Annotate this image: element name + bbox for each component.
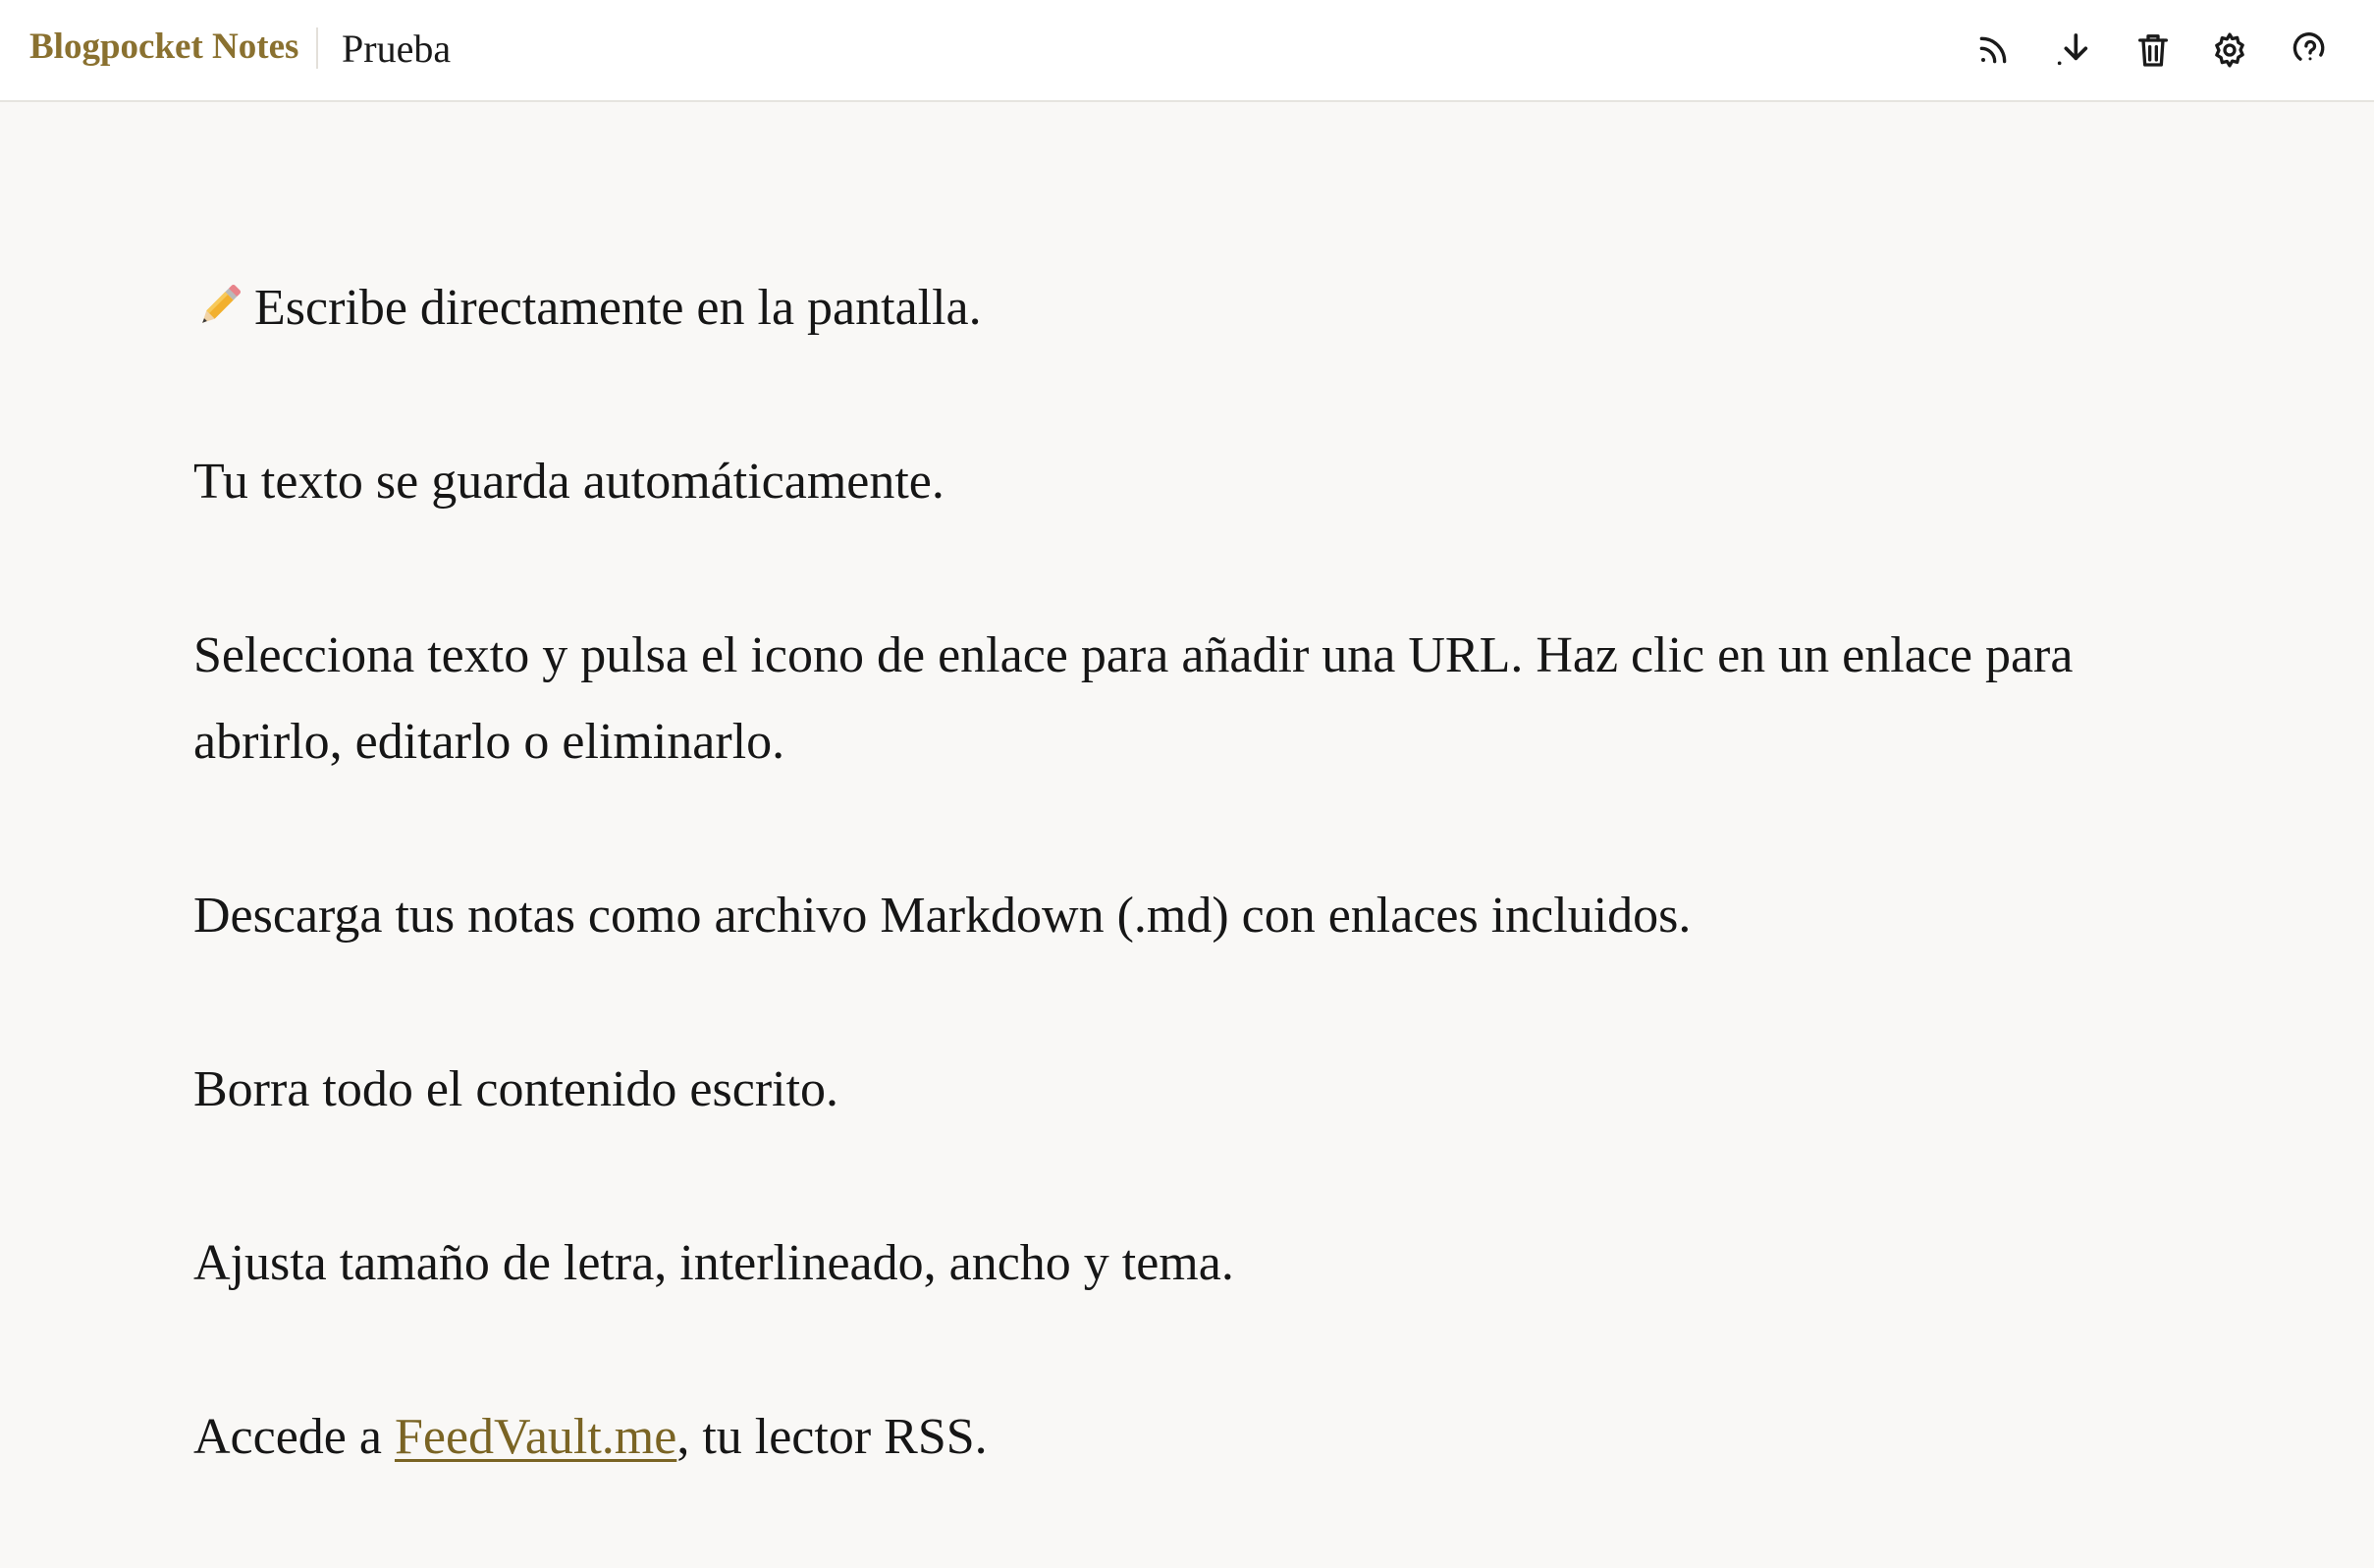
editor-line-links: Selecciona texto y pulsa el icono de enlace para añadir una URL. Haz clic en un enlace para abrirlo, editarlo o eliminarlo.: [193, 627, 2074, 770]
settings-button[interactable]: [2203, 24, 2256, 77]
help-icon: [2291, 30, 2330, 70]
header-divider: [316, 27, 318, 69]
app-brand[interactable]: Blogpocket Notes: [29, 27, 299, 67]
rss-line-suffix: , tu lector RSS.: [676, 1409, 988, 1465]
editor-line-download: Descarga tus notas como archivo Markdown (.md) con enlaces incluidos.: [193, 888, 1692, 944]
editor-line-write: Escribe directamente en la pantalla.: [254, 280, 982, 336]
download-icon: [2053, 30, 2092, 70]
top-bar: [0, 0, 2374, 102]
download-button[interactable]: [2046, 24, 2099, 77]
editor-line-settings: Ajusta tamaño de letra, interlineado, ancho y tema.: [193, 1235, 1234, 1291]
editor-paragraph: [193, 265, 2196, 351]
editor-paragraph: [193, 1394, 2196, 1481]
editor-line-autosave: Tu texto se guarda automáticamente.: [193, 454, 944, 510]
rss-icon: [1973, 30, 2013, 70]
clear-button[interactable]: [2127, 24, 2180, 77]
document-title[interactable]: Prueba: [342, 27, 452, 71]
settings-icon: [2210, 30, 2249, 70]
rss-button[interactable]: [1967, 24, 2020, 77]
editor-line-clear: Borra todo el contenido escrito.: [193, 1061, 839, 1117]
rss-line-prefix: Accede a: [193, 1409, 395, 1465]
feedvault-link[interactable]: FeedVault.me: [394, 1409, 677, 1465]
trash-icon: [2133, 30, 2173, 70]
pencil-icon: [193, 279, 246, 332]
help-button[interactable]: [2284, 24, 2337, 77]
note-editor[interactable]: [193, 265, 2196, 1568]
